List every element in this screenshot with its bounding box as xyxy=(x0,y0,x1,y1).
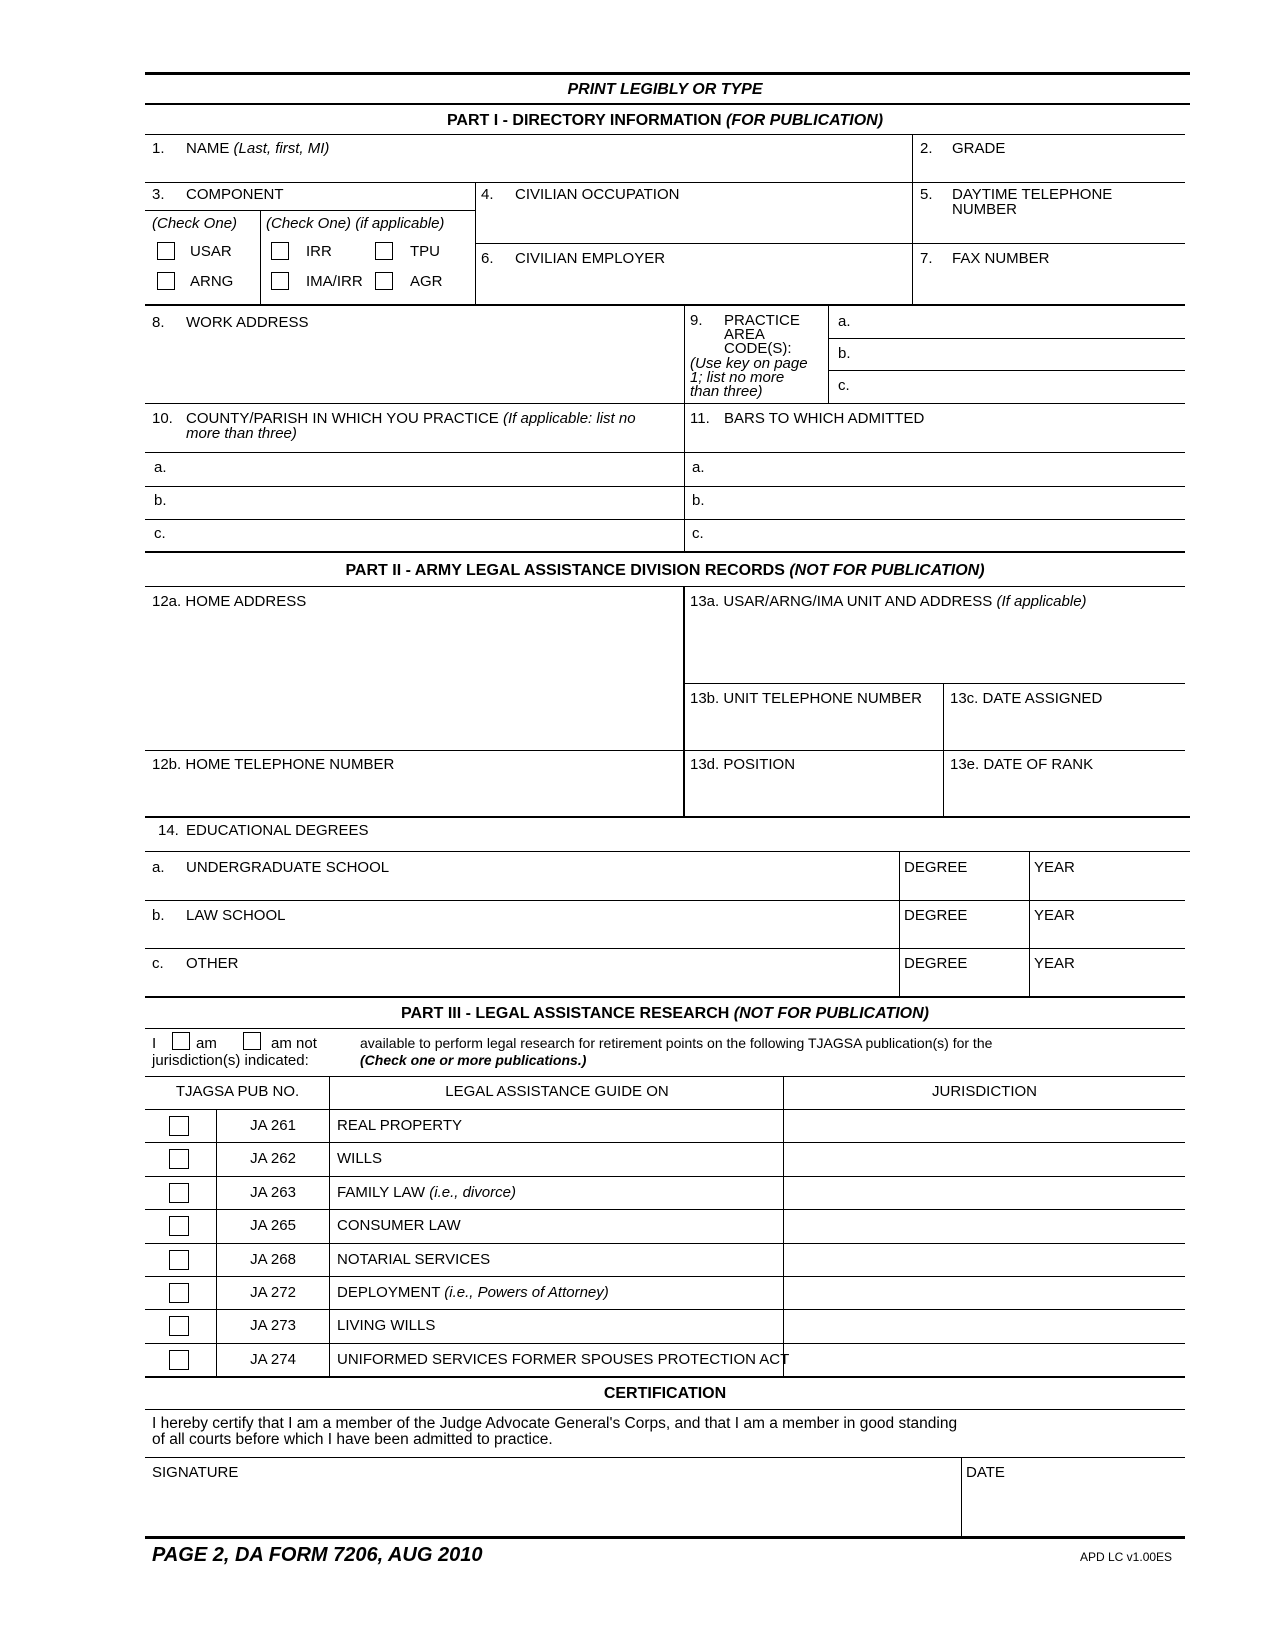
rule xyxy=(783,1076,784,1376)
rule xyxy=(145,182,1185,183)
arng-label: ARNG xyxy=(190,273,234,290)
row-divider xyxy=(145,1243,1185,1244)
part3-i: I xyxy=(152,1035,157,1052)
rule xyxy=(684,304,685,552)
pub-checkbox[interactable] xyxy=(169,1183,189,1203)
pub-number: JA 272 xyxy=(250,1284,296,1301)
arng-checkbox[interactable] xyxy=(157,272,175,290)
part2-title-note: (NOT FOR PUBLICATION) xyxy=(789,562,985,579)
work-address-label: WORK ADDRESS xyxy=(186,314,309,331)
rule xyxy=(145,1109,1185,1110)
rule xyxy=(145,1457,1185,1458)
pub-number: JA 268 xyxy=(250,1250,296,1268)
pub-guide-text: CONSUMER LAW xyxy=(337,1217,461,1235)
rule xyxy=(145,900,1185,901)
check-one: (Check One) xyxy=(152,215,238,232)
usar-label: USAR xyxy=(190,243,232,260)
am-label: am xyxy=(196,1035,217,1052)
rule xyxy=(1029,851,1030,996)
home-phone-label: 12b. HOME TELEPHONE NUMBER xyxy=(152,756,395,773)
undergrad-field[interactable] xyxy=(186,878,891,898)
pub-checkbox[interactable] xyxy=(169,1316,189,1336)
fax-label: FAX NUMBER xyxy=(952,250,1050,267)
f2-num: 2. xyxy=(920,140,933,157)
pub-guide-note: (i.e., Powers of Attorney) xyxy=(444,1284,609,1301)
page-footer: PAGE 2, DA FORM 7206, AUG 2010 xyxy=(152,1544,483,1566)
f7-num: 7. xyxy=(920,250,933,267)
cert-title: CERTIFICATION xyxy=(603,1385,727,1402)
rule xyxy=(145,1376,1185,1378)
undergrad-year-label: YEAR xyxy=(1034,859,1075,876)
position-label: 13d. POSITION xyxy=(690,756,796,773)
name-label xyxy=(186,141,329,156)
am-not-label: am not xyxy=(271,1035,317,1052)
unit-address-label xyxy=(690,594,1087,609)
grade-field[interactable] xyxy=(952,158,1177,180)
law-degree-label: DEGREE xyxy=(904,907,968,924)
pub-number: JA 265 xyxy=(250,1217,296,1235)
rule xyxy=(145,304,1185,306)
rule xyxy=(961,1457,962,1537)
education-label: EDUCATIONAL DEGREES xyxy=(186,822,369,839)
rule xyxy=(145,551,1185,553)
part1-title-text: PART I - DIRECTORY INFORMATION xyxy=(446,112,727,129)
employer-label: CIVILIAN EMPLOYER xyxy=(515,250,666,267)
rule xyxy=(260,210,261,304)
other-school-field[interactable] xyxy=(186,974,891,994)
f5-num: 5. xyxy=(920,186,933,203)
daytime-phone-field[interactable] xyxy=(952,218,1177,240)
rule xyxy=(828,304,829,404)
pub-number: JA 274 xyxy=(250,1350,296,1368)
version-label: APD LC v1.00ES xyxy=(1080,1550,1173,1564)
pub-guide-text: DEPLOYMENT xyxy=(337,1284,445,1301)
bars-label: BARS TO WHICH ADMITTED xyxy=(724,410,925,427)
employer-field[interactable] xyxy=(515,270,905,300)
position-field[interactable] xyxy=(724,776,934,812)
rule xyxy=(145,486,1185,487)
home-address-field[interactable] xyxy=(186,614,676,744)
row-divider xyxy=(145,1276,1185,1277)
other-year-label: YEAR xyxy=(1034,955,1075,972)
date-of-rank-field[interactable] xyxy=(980,776,1180,812)
am-checkbox[interactable] xyxy=(172,1032,190,1050)
available-text: available to perform legal research for retirement points on the following TJAGSA publication(s) for the xyxy=(360,1035,993,1051)
f10-num: 10. xyxy=(152,410,173,427)
name-note: (Last, first, MI) xyxy=(233,140,330,157)
law-school-field[interactable] xyxy=(186,926,891,946)
col-jur-header: JURISDICTION xyxy=(932,1083,1037,1100)
rule xyxy=(145,1536,1185,1539)
pub-guide xyxy=(337,1185,516,1200)
other-degree-label: DEGREE xyxy=(904,955,968,972)
rule xyxy=(912,134,913,182)
practice-code-a-field[interactable] xyxy=(860,307,1180,337)
check-more-text: (Check one or more publications.) xyxy=(360,1052,587,1068)
pub-number: JA 273 xyxy=(250,1317,296,1335)
col-guide-header: LEGAL ASSISTANCE GUIDE ON xyxy=(445,1083,669,1100)
date-assigned-field[interactable] xyxy=(980,710,1180,746)
practice-note-1: (Use key on page xyxy=(690,355,808,372)
practice-b-label: b. xyxy=(838,345,851,362)
irr-label: IRR xyxy=(306,243,332,260)
rule xyxy=(329,1076,330,1376)
rule xyxy=(145,948,1185,949)
usar-checkbox[interactable] xyxy=(157,242,175,260)
law-year-label: YEAR xyxy=(1034,907,1075,924)
bar-a-label: a. xyxy=(692,459,705,476)
agr-checkbox[interactable] xyxy=(375,272,393,290)
county-c-label: c. xyxy=(154,525,166,542)
edu-a-letter: a. xyxy=(152,859,165,876)
practice-note-3: than three) xyxy=(690,383,763,400)
county-a-field[interactable] xyxy=(170,454,675,484)
ima-irr-checkbox[interactable] xyxy=(271,272,289,290)
fax-field[interactable] xyxy=(952,270,1177,300)
rule xyxy=(145,1076,1185,1077)
jurisdiction-field[interactable] xyxy=(790,1112,1180,1139)
bar-b-label: b. xyxy=(692,492,705,509)
pub-guide xyxy=(337,1285,609,1300)
row-divider xyxy=(145,1309,1185,1310)
check-one-applicable: (Check One) (if applicable) xyxy=(266,215,445,232)
home-phone-field[interactable] xyxy=(186,776,676,812)
grade-label: GRADE xyxy=(952,140,1006,157)
part3-title xyxy=(145,1005,1185,1023)
signature-field[interactable] xyxy=(152,1484,952,1532)
county-note-2: more than three) xyxy=(186,425,297,442)
pub-guide-text: WILLS xyxy=(337,1150,383,1168)
name-field[interactable] xyxy=(186,158,901,180)
pub-guide-note: (i.e., divorce) xyxy=(429,1183,516,1201)
component-label: COMPONENT xyxy=(186,186,284,203)
jurisdiction-field[interactable] xyxy=(790,1212,1180,1239)
pub-checkbox[interactable] xyxy=(169,1350,189,1370)
county-label-text: COUNTY/PARISH IN WHICH YOU PRACTICE xyxy=(186,410,503,427)
pub-number: JA 262 xyxy=(250,1150,296,1168)
rule xyxy=(145,452,1185,453)
jurisdiction-field[interactable] xyxy=(790,1145,1180,1172)
pub-guide xyxy=(337,1352,789,1367)
pub-number: JA 261 xyxy=(250,1117,296,1134)
f6-num: 6. xyxy=(481,250,494,267)
rule xyxy=(145,851,1190,852)
cert-text-2: of all courts before which I have been admitted to practice. xyxy=(152,1431,553,1448)
practice-c-label: c. xyxy=(838,377,850,394)
law-school-label: LAW SCHOOL xyxy=(186,907,286,924)
print-legibly: PRINT LEGIBLY OR TYPE xyxy=(567,81,763,98)
pub-guide xyxy=(337,1218,461,1233)
pub-guide-text: LIVING WILLS xyxy=(337,1317,436,1335)
f3-num: 3. xyxy=(152,186,165,203)
work-address-field[interactable] xyxy=(186,335,676,395)
county-note-1: (If applicable: list no xyxy=(502,410,636,427)
ima-irr-label: IMA/IRR xyxy=(306,273,363,290)
pub-guide-text: NOTARIAL SERVICES xyxy=(337,1250,491,1268)
bar-c-field[interactable] xyxy=(708,521,1178,550)
row-divider xyxy=(145,1209,1185,1210)
date-of-rank-label: 13e. DATE OF RANK xyxy=(950,756,1094,773)
practice-label-1: PRACTICE xyxy=(724,312,800,329)
pub-checkbox[interactable] xyxy=(169,1250,189,1270)
rule xyxy=(145,134,1185,135)
rule xyxy=(145,103,1190,105)
rule xyxy=(683,586,685,816)
date-field[interactable] xyxy=(966,1484,1180,1532)
pub-checkbox[interactable] xyxy=(169,1116,189,1136)
part2-title xyxy=(145,562,1185,580)
rule xyxy=(828,338,1185,339)
jurisdiction-field[interactable] xyxy=(790,1246,1180,1273)
practice-code-b-field[interactable] xyxy=(860,340,1180,369)
row-divider xyxy=(145,1176,1185,1177)
f11-num: 11. xyxy=(690,410,710,427)
edu-c-letter: c. xyxy=(152,955,164,972)
county-c-field[interactable] xyxy=(170,521,675,550)
rule xyxy=(899,851,900,996)
rule xyxy=(145,586,1185,587)
rule xyxy=(475,243,1185,244)
part3-title-note: (NOT FOR PUBLICATION) xyxy=(733,1005,929,1022)
county-b-label: b. xyxy=(154,492,167,509)
date-label: DATE xyxy=(966,1464,1005,1481)
practice-note-2: 1; list no more xyxy=(690,369,785,386)
tpu-checkbox[interactable] xyxy=(375,242,393,260)
rule xyxy=(145,403,1185,404)
pub-guide xyxy=(337,1318,435,1333)
unit-address-label-text: 13a. USAR/ARNG/IMA UNIT AND ADDRESS xyxy=(690,593,997,610)
county-b-field[interactable] xyxy=(170,488,675,518)
agr-label: AGR xyxy=(410,273,443,290)
unit-phone-field[interactable] xyxy=(724,710,934,746)
rule xyxy=(145,1409,1185,1410)
f1-num: 1. xyxy=(152,140,165,157)
home-address-label: 12a. HOME ADDRESS xyxy=(152,593,307,610)
bar-c-label: c. xyxy=(692,525,704,542)
daytime-phone-label-1: DAYTIME TELEPHONE xyxy=(952,186,1113,203)
practice-code-c-field[interactable] xyxy=(860,372,1180,402)
rule xyxy=(145,1028,1185,1029)
name-label-text: NAME xyxy=(186,140,234,157)
jurisdiction-field[interactable] xyxy=(790,1179,1180,1206)
rule xyxy=(145,996,1185,998)
unit-phone-label: 13b. UNIT TELEPHONE NUMBER xyxy=(690,690,923,707)
occupation-label: CIVILIAN OCCUPATION xyxy=(515,186,680,203)
county-a-label: a. xyxy=(154,459,167,476)
practice-a-label: a. xyxy=(838,313,851,330)
unit-address-field[interactable] xyxy=(724,614,1179,679)
rule xyxy=(684,683,1185,684)
county-label xyxy=(186,411,636,426)
tpu-label: TPU xyxy=(410,243,440,260)
rule xyxy=(828,370,1185,371)
f8-num: 8. xyxy=(152,314,165,331)
edu-b-letter: b. xyxy=(152,907,165,924)
pub-guide xyxy=(337,1118,462,1133)
am-not-checkbox[interactable] xyxy=(243,1032,261,1050)
rule xyxy=(145,519,1185,520)
rule xyxy=(145,210,475,211)
pub-checkbox[interactable] xyxy=(169,1283,189,1303)
top-rule xyxy=(145,72,1190,75)
undergrad-label: UNDERGRADUATE SCHOOL xyxy=(186,859,390,876)
cert-text-1: I hereby certify that I am a member of the Judge Advocate General's Corps, and that I am a member in good standing xyxy=(152,1415,958,1432)
col-pub-header: TJAGSA PUB NO. xyxy=(175,1083,300,1100)
f9-num: 9. xyxy=(690,312,703,329)
daytime-phone-label-2: NUMBER xyxy=(952,201,1018,218)
date-assigned-label: 13c. DATE ASSIGNED xyxy=(950,690,1103,707)
bar-a-field[interactable] xyxy=(708,454,1178,484)
other-label: OTHER xyxy=(186,955,239,972)
unit-address-note: (If applicable) xyxy=(996,593,1087,610)
pub-guide-text: UNIFORMED SERVICES FORMER SPOUSES PROTECTION ACT xyxy=(337,1350,790,1368)
occupation-field[interactable] xyxy=(515,205,905,240)
undergrad-degree-label: DEGREE xyxy=(904,859,968,876)
pub-number: JA 263 xyxy=(250,1183,296,1201)
pub-guide-text: FAMILY LAW xyxy=(337,1183,430,1201)
jurisdiction-field[interactable] xyxy=(790,1312,1180,1339)
rule xyxy=(145,816,1190,818)
part3-title-text: PART III - LEGAL ASSISTANCE RESEARCH xyxy=(401,1005,734,1022)
f4-num: 4. xyxy=(481,186,494,203)
pub-guide xyxy=(337,1151,382,1166)
pub-guide xyxy=(337,1252,490,1267)
pub-checkbox[interactable] xyxy=(169,1216,189,1236)
part2-title-text: PART II - ARMY LEGAL ASSISTANCE DIVISION RECORDS xyxy=(345,562,790,579)
practice-label-2: AREA xyxy=(724,326,765,343)
part1-title xyxy=(145,112,1185,130)
pub-guide-text: REAL PROPERTY xyxy=(337,1117,463,1134)
signature-label: SIGNATURE xyxy=(152,1464,239,1481)
f14-num: 14. xyxy=(158,822,179,839)
pub-checkbox[interactable] xyxy=(169,1149,189,1169)
row-divider xyxy=(145,1142,1185,1143)
jurisdictions-text: jurisdiction(s) indicated: xyxy=(152,1052,309,1069)
jurisdiction-field[interactable] xyxy=(790,1346,1180,1373)
jurisdiction-field[interactable] xyxy=(790,1279,1180,1306)
bar-b-field[interactable] xyxy=(708,488,1178,518)
practice-label-3: CODE(S): xyxy=(724,340,792,357)
part1-title-note: (FOR PUBLICATION) xyxy=(726,112,884,129)
rule xyxy=(145,750,1185,751)
row-divider xyxy=(145,1343,1185,1344)
irr-checkbox[interactable] xyxy=(271,242,289,260)
